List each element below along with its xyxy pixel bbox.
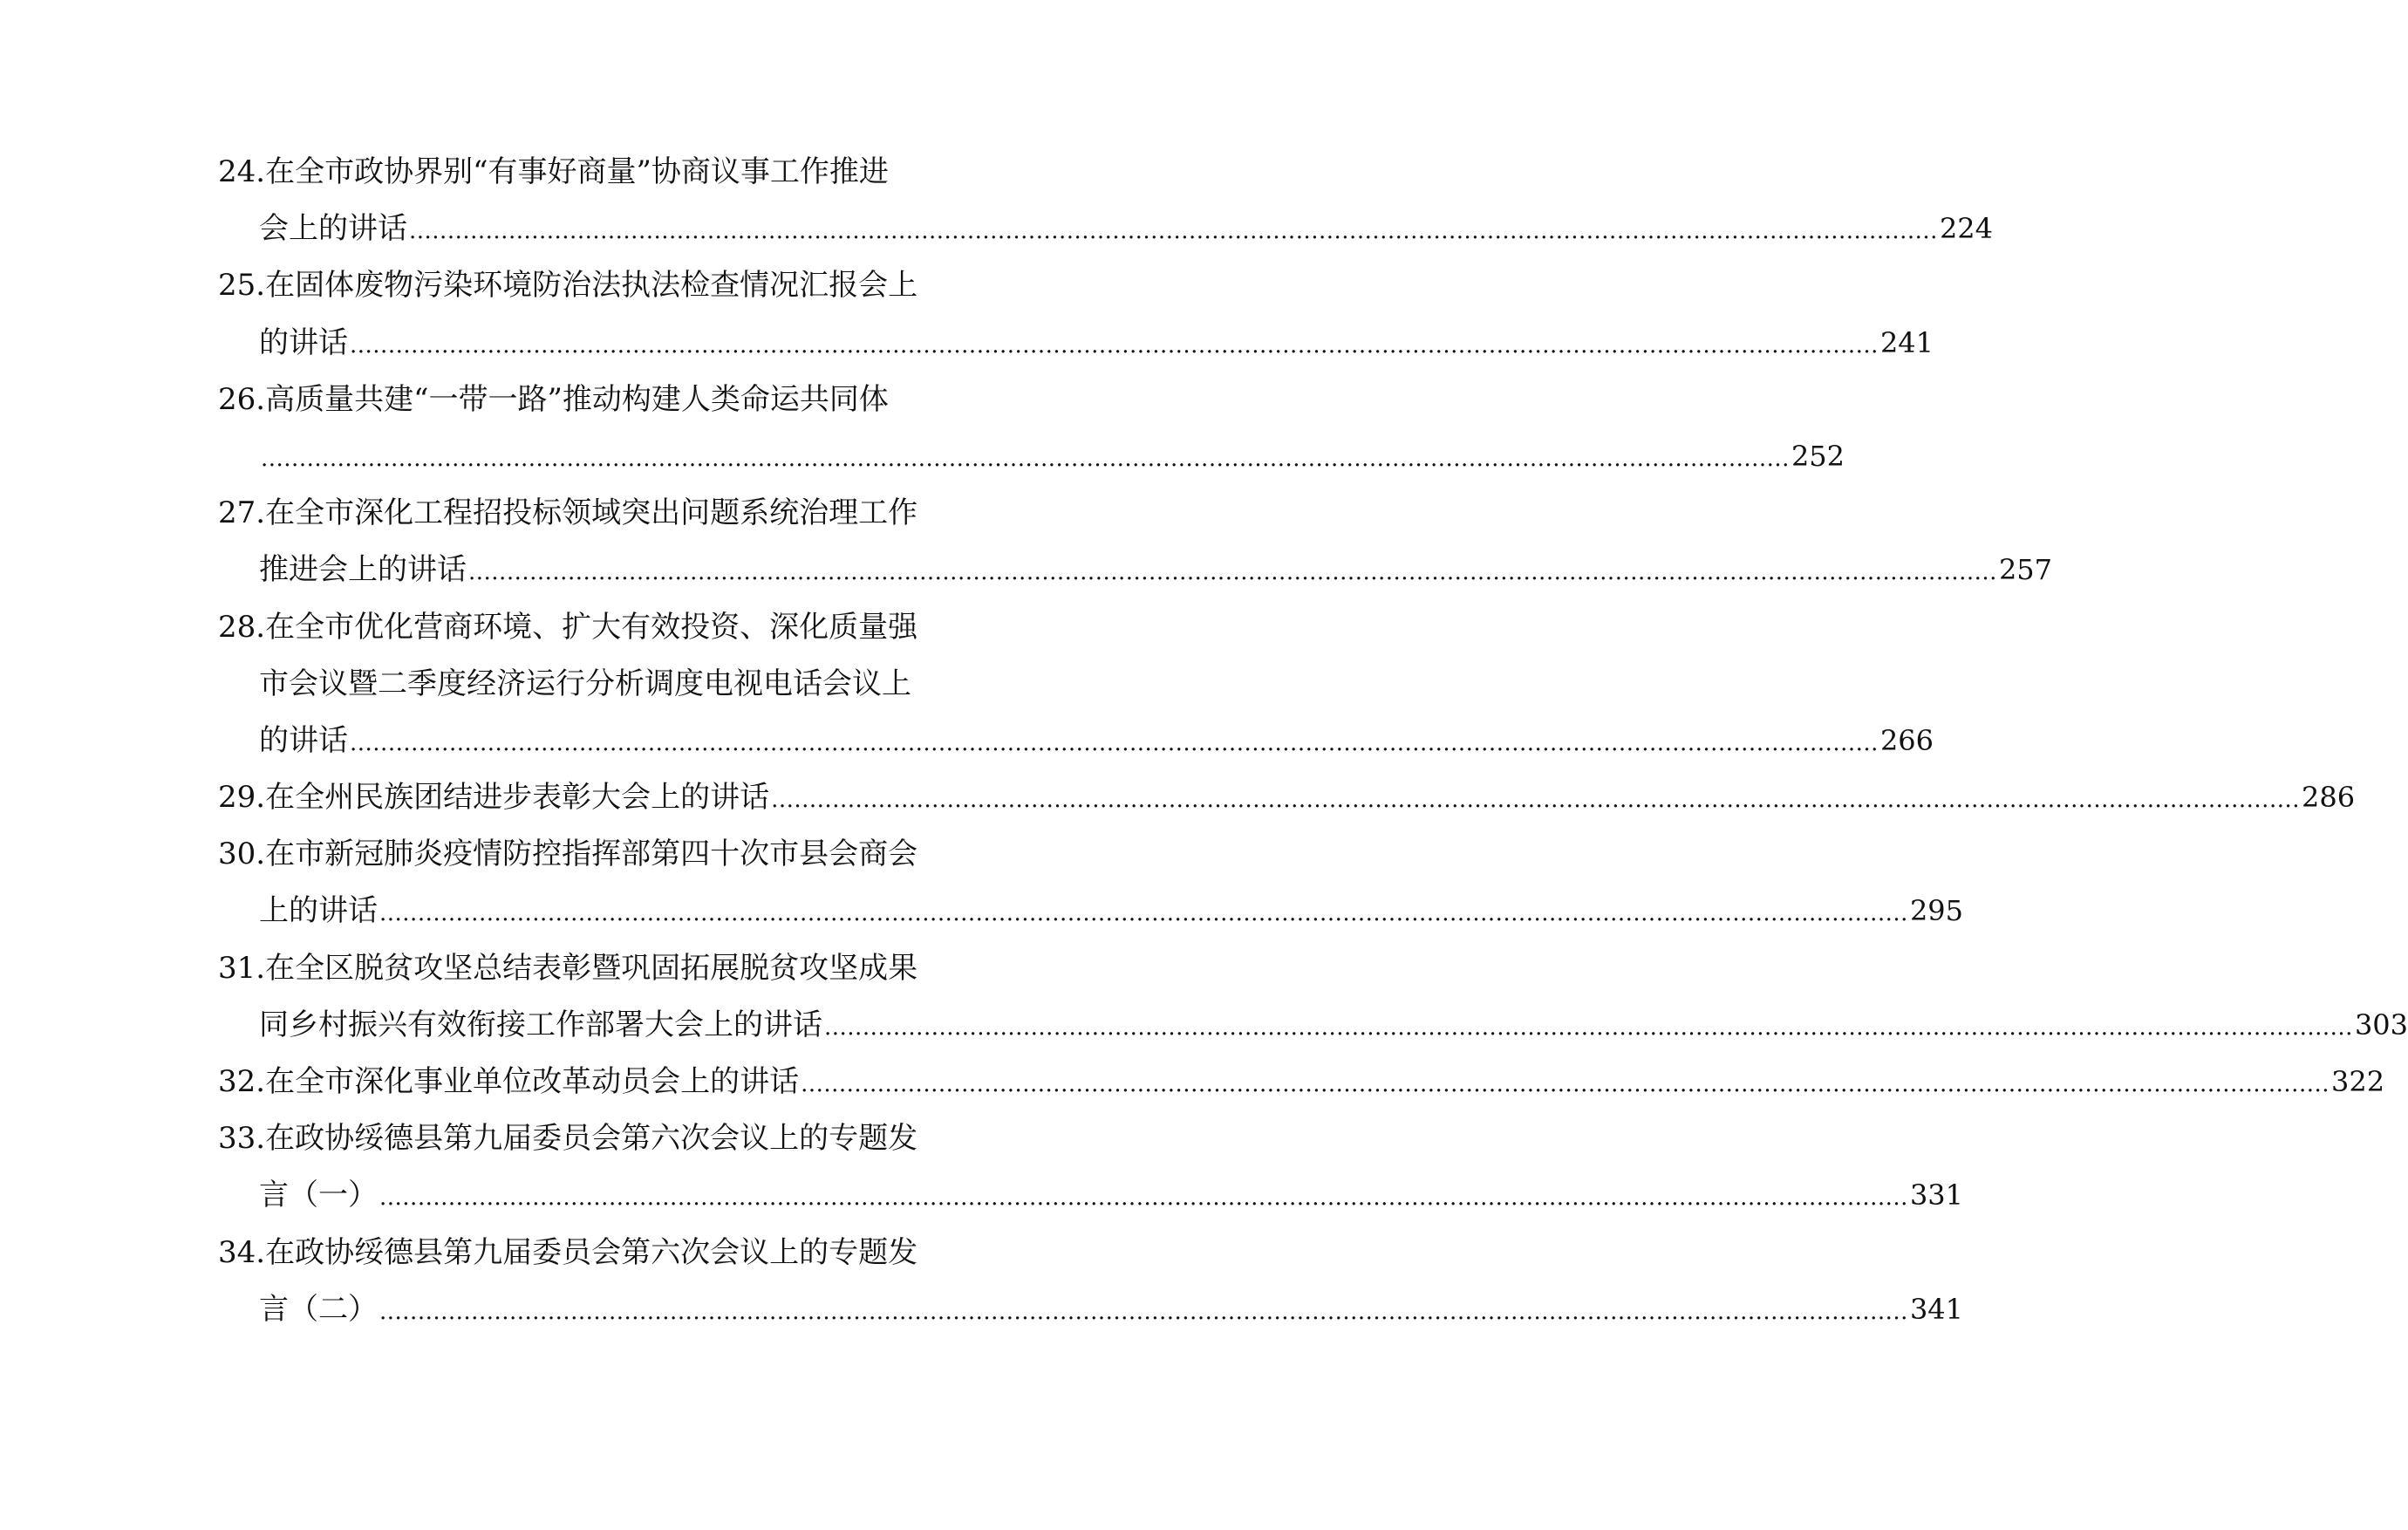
toc-entry-text: 会上的讲话 <box>259 211 407 247</box>
toc-entry-text: 言（二） <box>259 1291 378 1327</box>
toc-entry-line <box>0 372 1081 428</box>
toc-entry-text: 在政协绥德县第九届委员会第六次会议上的专题发 <box>265 1234 918 1270</box>
toc-entry-title <box>218 268 917 303</box>
toc-entry-text: 在全市优化营商环境、扩大有效投资、深化质量强 <box>265 609 918 645</box>
toc-entry-text: 在市新冠肺炎疫情防控指挥部第四十次市县会商会 <box>265 837 918 872</box>
toc-entry-title <box>259 315 348 372</box>
toc-entry-title <box>259 713 348 769</box>
toc-entry-last-line <box>0 997 2408 1054</box>
toc-entry-text: 的讲话 <box>259 324 348 360</box>
toc-entry[interactable] <box>0 372 1845 485</box>
toc-entry-line <box>0 656 1081 713</box>
toc-entry-line <box>0 599 1081 656</box>
toc-entry-title <box>259 201 407 257</box>
toc-entry-last-line <box>0 1281 1964 1338</box>
toc-entry-line <box>0 1225 1081 1281</box>
toc-entry[interactable] <box>0 769 2356 826</box>
toc-entry-number: 30. <box>218 837 266 872</box>
dot-leader: ........................................................................................................................................................................................................ <box>801 1071 2330 1097</box>
dot-leader: ........................................................................................................................................................................................................ <box>771 787 2301 814</box>
toc-entry-last-line <box>0 713 1934 769</box>
toc-entry-page-number: 266 <box>1879 723 1934 757</box>
dot-leader: ........................................................................................................................................................................................................ <box>379 1185 1908 1212</box>
toc-entry[interactable] <box>0 1110 1964 1224</box>
toc-entry-text: 在固体废物污染环境防治法执法检查情况汇报会上 <box>265 268 918 304</box>
toc-entry-text: 市会议暨二季度经济运行分析调度电视电话会议上 <box>259 666 911 701</box>
toc-entry-page-number: 257 <box>1998 553 2053 587</box>
toc-entry-text: 在全市深化工程招投标领域突出问题系统治理工作 <box>265 495 918 531</box>
toc-entry-page-number: 331 <box>1909 1178 1964 1212</box>
toc-entry[interactable] <box>0 1054 2385 1110</box>
toc-entry-title <box>218 1235 917 1270</box>
toc-entry-text: 在全市深化事业单位改革动员会上的讲话 <box>265 1064 800 1099</box>
toc-entry-page-number: 322 <box>2331 1065 2385 1098</box>
dot-leader: ........................................................................................................................................................................................................ <box>261 445 1790 472</box>
toc-entry-number: 31. <box>218 950 266 986</box>
toc-entry[interactable] <box>0 940 2408 1054</box>
toc-entry-text: 的讲话 <box>259 722 348 758</box>
toc-entry-number: 29. <box>218 780 266 816</box>
toc-entry-line <box>0 144 1081 201</box>
toc-entry-title <box>218 154 889 189</box>
toc-entry-page-number: 241 <box>1879 325 1934 359</box>
dot-leader: ........................................................................................................................................................................................................ <box>379 900 1908 927</box>
toc-entry-last-line <box>0 201 1994 257</box>
toc-entry[interactable] <box>0 826 1964 939</box>
toc-entry-number: 26. <box>218 381 266 417</box>
dot-leader: ........................................................................................................................................................................................................ <box>379 1298 1908 1325</box>
toc-entry-text: 高质量共建“一带一路”推动构建人类命运共同体 <box>265 381 889 417</box>
table-of-contents <box>0 144 2408 1338</box>
toc-entry[interactable] <box>0 1225 1964 1338</box>
toc-entry-text: 推进会上的讲话 <box>259 552 467 588</box>
toc-entry-title <box>218 382 889 417</box>
toc-entry-title <box>218 769 769 826</box>
toc-entry-text: 同乡村振兴有效衔接工作部署大会上的讲话 <box>259 1007 822 1042</box>
toc-entry-line <box>0 485 1081 542</box>
toc-entry-page-number: 224 <box>1939 212 1994 246</box>
toc-entry-text: 在全区脱贫攻坚总结表彰暨巩固拓展脱贫攻坚成果 <box>265 950 918 986</box>
toc-entry-last-line <box>0 315 1934 372</box>
dot-leader: ........................................................................................................................................................................................................ <box>409 218 1938 245</box>
toc-entry-text: 上的讲话 <box>259 893 378 929</box>
toc-entry-number: 33. <box>218 1121 266 1157</box>
toc-entry-text: 在全市政协界别“有事好商量”协商议事工作推进 <box>265 154 889 189</box>
dot-leader: ........................................................................................................................................................................................................ <box>350 729 1879 756</box>
toc-entry-number: 32. <box>218 1064 266 1099</box>
toc-entry-line <box>0 257 1081 314</box>
toc-entry-title <box>259 997 822 1054</box>
toc-entry-page-number: 286 <box>2302 781 2356 815</box>
toc-entry-title <box>218 837 917 871</box>
toc-entry-last-line <box>0 1167 1964 1224</box>
toc-entry-title <box>218 951 917 986</box>
toc-entry-title <box>218 495 917 530</box>
toc-entry-page-number: 341 <box>1909 1292 1964 1326</box>
toc-entry-title <box>259 666 911 701</box>
toc-entry[interactable] <box>0 599 1934 770</box>
dot-leader: ........................................................................................................................................................................................................ <box>350 331 1879 359</box>
dot-leader: ........................................................................................................................................................................................................ <box>468 559 1997 586</box>
toc-entry-line <box>0 940 1081 997</box>
toc-entry-text: 言（一） <box>259 1178 378 1213</box>
toc-entry-title <box>259 883 378 939</box>
toc-entry-line <box>0 826 1081 883</box>
toc-entry[interactable] <box>0 257 1934 371</box>
toc-entry-title <box>218 610 917 645</box>
toc-entry-number: 28. <box>218 609 266 645</box>
toc-entry-page-number: 252 <box>1791 439 1845 473</box>
toc-entry-text: 在全州民族团结进步表彰大会上的讲话 <box>265 780 770 816</box>
toc-entry-number: 24. <box>218 154 266 189</box>
dot-leader: ........................................................................................................................................................................................................ <box>824 1014 2353 1041</box>
toc-entry-last-line <box>0 428 1845 485</box>
toc-entry[interactable] <box>0 485 2053 598</box>
toc-entry-text: 在政协绥德县第九届委员会第六次会议上的专题发 <box>265 1121 918 1157</box>
toc-entry-title <box>259 542 467 598</box>
toc-entry-page-number: 303 <box>2354 1007 2408 1042</box>
toc-entry-last-line <box>0 1054 2385 1110</box>
toc-entry-title <box>259 1281 378 1338</box>
toc-entry-number: 25. <box>218 268 266 304</box>
toc-entry-title <box>218 1054 799 1110</box>
toc-entry-last-line <box>0 883 1964 939</box>
toc-entry-number: 27. <box>218 495 266 531</box>
toc-entry[interactable] <box>0 144 1994 257</box>
toc-entry-page-number: 295 <box>1909 894 1964 928</box>
toc-entry-line <box>0 1110 1081 1167</box>
toc-entry-last-line <box>0 769 2356 826</box>
toc-entry-last-line <box>0 542 2053 598</box>
toc-entry-title <box>259 1167 378 1224</box>
toc-entry-title <box>218 1121 917 1156</box>
toc-entry-number: 34. <box>218 1234 266 1270</box>
